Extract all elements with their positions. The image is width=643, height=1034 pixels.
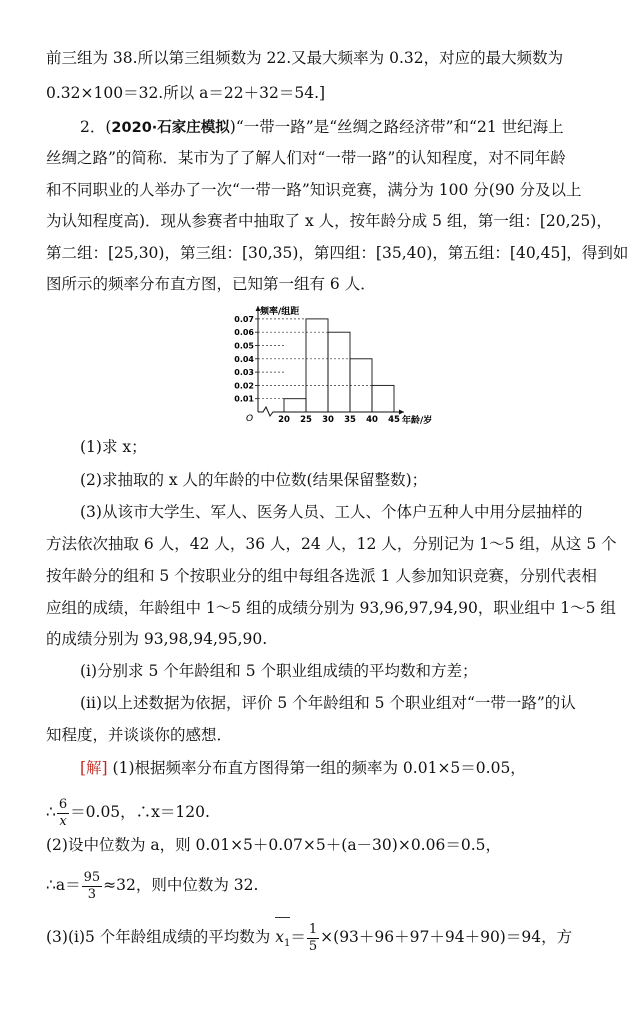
question-3: (3)从该市大学生、军人、医务人员、工人、个体户五种人中用分层抽样的 (80, 503, 583, 521)
y-tick-label: 0.05 (234, 341, 254, 351)
text-line: 丝绸之路”的简称．某市为了了解人们对“一带一路”的认知程度，对不同年龄 (46, 149, 566, 167)
denominator: x (59, 813, 67, 829)
text-line: ∴a＝ (46, 876, 81, 894)
variable-x: x (275, 928, 284, 946)
numerator: 1 (308, 921, 318, 937)
text-line: )“一带一路”是“丝绸之路经济带”和“21 世纪海上 (229, 118, 564, 136)
bar-[40,45] (372, 385, 394, 412)
x-tick-label: 45 (388, 415, 400, 425)
solution-line-3: (2)设中位数为 a，则 0.01×5＋0.07×5＋(a－30)×0.06＝0.5， (46, 836, 501, 854)
question-3-ii: (ⅱ)以上述数据为依据，评价 5 个年龄组和 5 个职业组对“一带一路”的认 (80, 694, 576, 712)
question-1: (1)求 x； (80, 438, 147, 456)
x-tick-label: 40 (366, 415, 378, 425)
text-line: 前三组为 38.所以第三组频数为 22.又最大频率为 0.32，对应的最大频数为 (46, 49, 564, 67)
question-3-i: (ⅰ)分别求 5 个年龄组和 5 个职业组成绩的平均数和方差； (80, 662, 478, 680)
origin-label: O (246, 414, 254, 424)
text-line: 知程度，并谈谈你的感想． (46, 726, 233, 744)
solution-line-2 (46, 795, 606, 830)
solution-line-4 (46, 868, 606, 903)
bar-[30,35) (328, 332, 350, 412)
y-tick-label: 0.02 (234, 381, 254, 391)
bar-[35,40) (350, 359, 372, 412)
y-tick-label: 0.04 (234, 354, 254, 364)
x-axis-label: 年龄/岁 (402, 416, 433, 426)
y-axis-label: 频率/组距 (260, 307, 300, 317)
problem-number: 2．( (80, 118, 112, 136)
text-line: 0.32×100＝32.所以 a＝22＋32＝54.] (46, 84, 326, 102)
frequency-histogram (232, 300, 452, 428)
text-line: 的成绩分别为 93,98,94,95,90. (46, 630, 268, 648)
text-line: 第二组：[25,30)，第三组：[30,35)，第四组：[35,40)，第五组：[40,45]，得到如 (46, 244, 629, 262)
text-line: 方法依次抽取 6 人，42 人，36 人，24 人，12 人，分别记为 1～5 组，从这 5 个 (46, 535, 617, 553)
solution-line-5 (46, 920, 606, 961)
text-line: (3)(ⅰ)5 个年龄组成绩的平均数为 (46, 928, 276, 946)
numerator: 6 (58, 796, 68, 812)
text-line: ≈32，则中位数为 32. (103, 876, 259, 894)
y-tick-label: 0.03 (234, 368, 254, 378)
text-line: 为认知程度高)．现从参赛者中抽取了 x 人，按年龄分成 5 组，第一组：[20,25)， (46, 212, 612, 230)
x-tick-label: 20 (278, 415, 290, 425)
numerator: 95 (83, 869, 101, 885)
x-tick-label: 35 (344, 415, 356, 425)
text-line: ×(93＋96＋97＋94＋90)＝94，方 (320, 928, 573, 946)
problem-source: 2020·石家庄模拟 (111, 120, 230, 136)
y-tick-label: 0.01 (234, 394, 254, 404)
denominator: 5 (308, 938, 318, 954)
fraction (82, 870, 103, 903)
x-axis-arrow (399, 410, 404, 415)
x-tick-label: 30 (322, 415, 334, 425)
subscript: 1 (283, 938, 291, 950)
solution-tag: [解] (80, 759, 108, 777)
text-line: ＝0.05，∴x＝120. (70, 803, 210, 821)
denominator: 3 (87, 886, 97, 902)
y-tick-label: 0.07 (234, 314, 254, 324)
problem-2-heading (80, 117, 610, 138)
therefore-symbol: ∴ (46, 803, 56, 821)
x-tick-label: 25 (300, 415, 312, 425)
text-line: 和不同职业的人举办了一次“一带一路”知识竞赛，满分为 100 分(90 分及以上 (46, 181, 582, 199)
bar-[20,25) (284, 399, 306, 412)
text-line: 按年龄分的组和 5 个按职业分的组中每组各选派 1 人参加知识竞赛，分别代表相 (46, 567, 597, 585)
text-line: 图所示的频率分布直方图，已知第一组有 6 人． (46, 275, 376, 293)
text-line: 应组的成绩，年龄组中 1～5 组的成绩分别为 93,96,97,94,90，职业组中 1～5 组 (46, 599, 616, 617)
equals-sign: ＝ (290, 928, 306, 946)
fraction (57, 797, 69, 830)
question-2: (2)求抽取的 x 人的年龄的中位数(结果保留整数)； (80, 471, 428, 489)
bar-[25,30) (306, 319, 328, 412)
mean-symbol (275, 920, 290, 961)
fraction (307, 922, 319, 955)
solution-line-1 (80, 758, 610, 778)
y-tick-label: 0.06 (234, 328, 254, 338)
text-line: (1)根据频率分布直方图得第一组的频率为 0.01×5＝0.05， (112, 759, 526, 777)
